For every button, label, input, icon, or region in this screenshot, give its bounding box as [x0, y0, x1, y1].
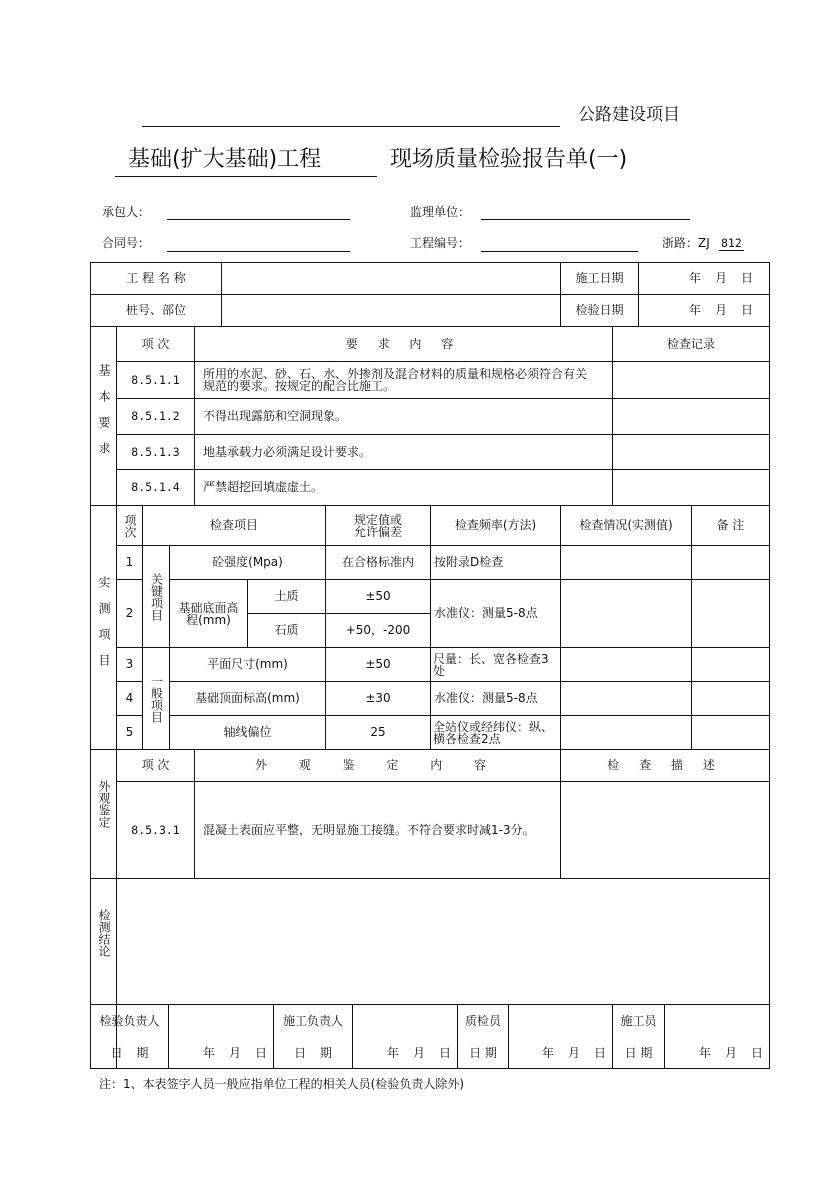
- measured-row-result[interactable]: [561, 682, 691, 715]
- supervisor-label: 监理单位：: [410, 205, 471, 219]
- measured-row-remark[interactable]: [692, 580, 769, 647]
- project-name-field[interactable]: [222, 263, 560, 294]
- inspection-date-field[interactable]: [639, 295, 769, 326]
- signature-role: 施工员: [620, 1013, 657, 1028]
- measured-row-remark[interactable]: [692, 546, 769, 579]
- appearance-section-label: 外观鉴定: [97, 780, 111, 828]
- station-field[interactable]: [222, 295, 560, 326]
- project-no-label: 工程编号：: [410, 236, 471, 250]
- basic-row-record[interactable]: [613, 435, 769, 469]
- basic-row-record[interactable]: [613, 362, 769, 398]
- project-name-label: 工 程 名 称: [126, 271, 186, 285]
- appearance-col-desc: 检 查 描 述: [607, 758, 723, 772]
- measured-sub-spec: ±50: [365, 589, 391, 603]
- contract-no-label: 合同号：: [102, 236, 151, 250]
- measured-row-item: 轴线偏位: [223, 725, 272, 739]
- signature-date-field[interactable]: [169, 1038, 273, 1068]
- measured-col-method: 检查频率(方法): [454, 518, 537, 532]
- day-label: 日: [438, 1045, 451, 1060]
- month-label: 月: [228, 1045, 241, 1060]
- measured-row-method: 水准仪：测量5-8点: [434, 606, 538, 620]
- year-label: 年: [688, 271, 701, 285]
- measured-row-result[interactable]: [561, 580, 691, 647]
- basic-col-item: 项 次: [141, 336, 170, 351]
- appearance-row-desc[interactable]: [561, 782, 769, 878]
- measured-row-result[interactable]: [561, 546, 691, 579]
- form-code-label: 浙路：ZJ: [662, 236, 710, 250]
- measured-row-no: 2: [125, 606, 134, 620]
- basic-row-text: 所用的水泥、砂、石、水、外掺剂及混合材料的质量和规格必须符合有关规范的要求。按规定的配合比施工。: [203, 367, 588, 393]
- measured-col-check-item: 检查项目: [209, 518, 258, 532]
- measured-row-remark[interactable]: [692, 682, 769, 715]
- general-group-label: 一般项目: [149, 674, 164, 723]
- measured-row-result[interactable]: [561, 648, 691, 681]
- measured-row-spec: ±30: [365, 691, 391, 705]
- measured-row-method: 全站仪或经纬仪：纵、横各检查2点: [433, 719, 554, 746]
- measured-section-label: 实测项目: [97, 575, 111, 680]
- conclusion-field[interactable]: [117, 879, 769, 1004]
- year-label: 年: [688, 303, 701, 317]
- signature-role: 检验负责人: [99, 1013, 160, 1028]
- year-label: 年: [386, 1045, 399, 1060]
- measured-row-result[interactable]: [561, 716, 691, 749]
- day-label: 日: [593, 1045, 606, 1060]
- signature-field[interactable]: [353, 1006, 457, 1036]
- year-label: 年: [202, 1045, 215, 1060]
- appearance-row-text: 混凝土表面应平整，无明显施工接缝。不符合要求时减1-3分。: [203, 823, 535, 837]
- contract-no-field[interactable]: [167, 251, 350, 252]
- measured-sub-name: 土质: [274, 589, 299, 603]
- year-label: 年: [698, 1045, 711, 1060]
- basic-row-text: 地基承载力必须满足设计要求。: [203, 444, 372, 459]
- measured-sub-name: 石质: [274, 623, 299, 637]
- measured-row-method: 水准仪：测量5-8点: [434, 691, 538, 705]
- basic-col-record: 检查记录: [666, 336, 715, 351]
- measured-row-no: 5: [125, 725, 134, 739]
- basic-row-record[interactable]: [613, 399, 769, 434]
- project-name-underline: [142, 126, 560, 127]
- signature-date-field[interactable]: [509, 1038, 612, 1068]
- signature-date-field[interactable]: [665, 1038, 769, 1068]
- measured-row-no: 1: [125, 555, 134, 569]
- title-right: 现场质量检验报告单(一): [390, 147, 628, 172]
- measured-row-spec: ±50: [365, 657, 391, 671]
- day-label: 日: [750, 1045, 763, 1060]
- measured-col-result: 检查情况(实测值): [579, 518, 673, 532]
- measured-col-remark: 备 注: [716, 518, 745, 532]
- day-label: 日: [254, 1045, 267, 1060]
- measured-row-no: 4: [125, 691, 134, 705]
- appearance-col-content: 外 观 鉴 定 内 容: [254, 758, 501, 772]
- measured-col-spec: 规定值或允许偏差: [353, 512, 402, 539]
- project-suffix: 公路建设项目: [578, 105, 680, 125]
- appearance-row-code: 8.5.3.1: [131, 822, 180, 837]
- construction-date-label: 施工日期: [575, 271, 624, 285]
- basic-row-code: 8.5.1.4: [131, 480, 180, 494]
- measured-row-method: 尺量：长、宽各检查3处: [433, 651, 549, 678]
- signature-field[interactable]: [509, 1006, 612, 1036]
- year-label: 年: [541, 1045, 554, 1060]
- footnote: 注：1、本表签字人员一般应指单位工程的相关人员(检验负责人除外): [99, 1077, 465, 1091]
- month-label: 月: [714, 303, 727, 317]
- basic-row-text: 严禁超挖回填虚虚土。: [203, 480, 324, 494]
- basic-row-text: 不得出现露筋和空洞现象。: [203, 409, 348, 423]
- contractor-label: 承包人：: [102, 205, 151, 219]
- station-label: 桩号、部位: [125, 303, 186, 317]
- signature-date-label: 日 期: [110, 1045, 149, 1060]
- measured-row-method: 按附录D检查: [434, 555, 504, 569]
- measured-row-remark[interactable]: [692, 648, 769, 681]
- month-label: 月: [412, 1045, 425, 1060]
- key-group-label: 关键项目: [149, 572, 164, 621]
- basic-section-label: 基本要求: [97, 364, 111, 468]
- measured-row-item: 砼强度(Mpa): [212, 555, 283, 569]
- appearance-col-item: 项 次: [141, 758, 170, 772]
- basic-row-code: 8.5.1.3: [131, 444, 180, 459]
- month-label: 月: [724, 1045, 737, 1060]
- signature-date-label: 日 期: [469, 1045, 497, 1060]
- month-label: 月: [567, 1045, 580, 1060]
- measured-row-remark[interactable]: [692, 716, 769, 749]
- signature-date-label: 日 期: [624, 1045, 653, 1060]
- day-label: 日: [740, 271, 753, 285]
- form-code-value: 812: [721, 236, 742, 250]
- basic-col-content: 要 求 内 容: [345, 336, 462, 351]
- basic-row-code: 8.5.1.1: [131, 372, 180, 387]
- measured-sub-spec: +50，-200: [345, 623, 411, 637]
- signature-date-label: 日 期: [294, 1045, 332, 1060]
- measured-row-item: 平面尺寸(mm): [207, 657, 288, 671]
- conclusion-section-label: 检测结论: [97, 909, 111, 957]
- title-left-underline: [115, 176, 377, 177]
- month-label: 月: [714, 271, 727, 285]
- signature-date-field[interactable]: [353, 1038, 457, 1068]
- day-label: 日: [740, 303, 753, 317]
- signature-role: 质检员: [464, 1013, 501, 1028]
- signature-field[interactable]: [169, 1006, 273, 1036]
- construction-date-field[interactable]: [639, 263, 769, 294]
- basic-row-code: 8.5.1.2: [131, 409, 180, 423]
- measured-row-spec: 25: [370, 725, 386, 739]
- supervisor-field[interactable]: [481, 219, 690, 220]
- measured-col-item: 项次: [123, 513, 137, 538]
- measured-row-item: 基础底面高程(mm): [178, 600, 239, 627]
- measured-row-spec: 在合格标准内: [341, 555, 414, 569]
- basic-row-record[interactable]: [613, 470, 769, 505]
- signature-field[interactable]: [665, 1006, 769, 1036]
- project-no-field[interactable]: [481, 251, 638, 252]
- inspection-date-label: 检验日期: [575, 303, 624, 317]
- contractor-field[interactable]: [167, 219, 350, 220]
- signature-role: 施工负责人: [282, 1013, 343, 1028]
- measured-row-no: 3: [125, 657, 134, 671]
- measured-row-item: 基础顶面标高(mm): [195, 691, 300, 705]
- title-left: 基础(扩大基础)工程: [128, 147, 322, 172]
